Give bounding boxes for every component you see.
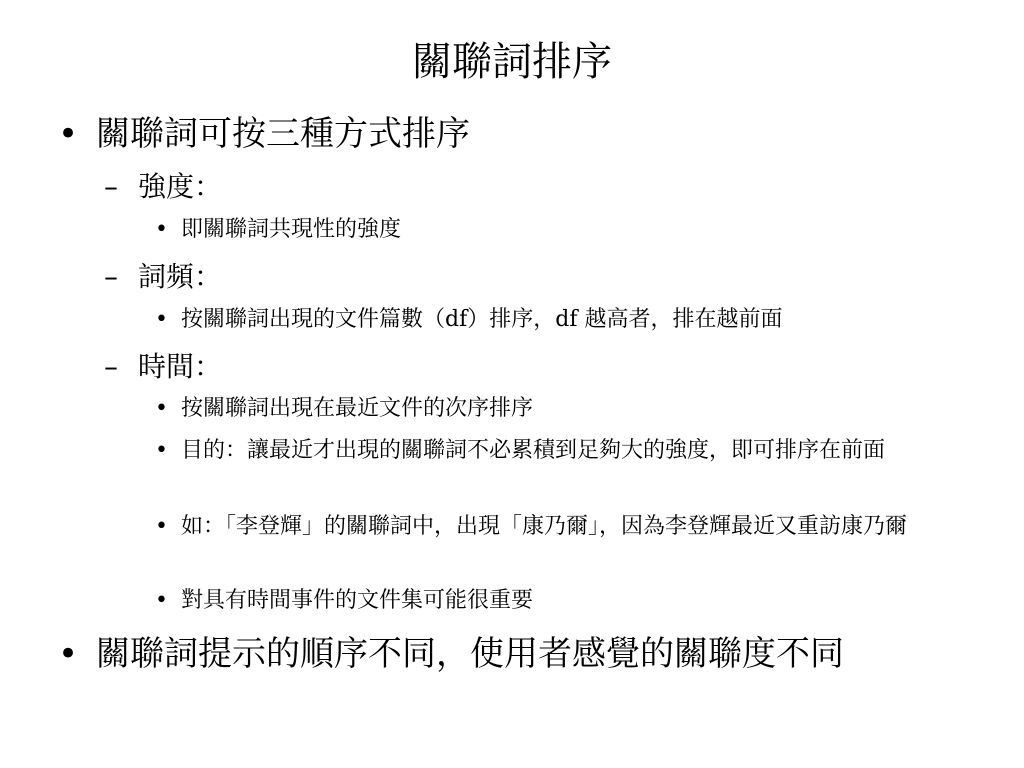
dash-marker: – (104, 170, 118, 203)
sub-bullet-item (104, 348, 222, 386)
bullet-dot: • (155, 396, 168, 421)
bullet-dot: • (155, 438, 168, 463)
dash-marker: – (104, 260, 118, 293)
bullet-dot: • (155, 217, 168, 242)
sub-sub-bullet-item (155, 215, 991, 245)
sub-sub-bullet-item (155, 512, 991, 542)
df-term: df (445, 307, 468, 332)
sub-bullet-text: 時間： (138, 350, 223, 383)
sub-sub-bullet-text: 即關聯詞共現性的強度 (181, 217, 402, 242)
sub-bullet-text: 詞頻： (138, 260, 223, 293)
sub-sub-bullet-item (155, 586, 991, 616)
text-segment: 按關聯詞出現的文件篇數（ (181, 307, 446, 332)
bullet-dot: • (58, 114, 79, 154)
bullet-text: 關聯詞提示的順序不同，使用者感覺的關聯度不同 (96, 634, 844, 674)
sub-sub-bullet-text (181, 305, 991, 335)
sub-bullet-item (104, 258, 222, 296)
bullet-dot: • (58, 634, 79, 674)
sub-bullet-text: 強度： (138, 170, 223, 203)
sub-bullet-item (104, 168, 222, 206)
sub-sub-bullet-text: 按關聯詞出現在最近文件的次序排序 (181, 396, 534, 421)
sub-sub-bullet-item (155, 436, 991, 466)
text-segment: 越高者，排在越前面 (577, 307, 783, 332)
sub-sub-bullet-item (155, 394, 991, 424)
bullet-dot: • (155, 307, 168, 332)
sub-sub-bullet-text: 目的：讓最近才出現的關聯詞不必累積到足夠大的強度，即可排序在前面 (181, 438, 886, 463)
sub-sub-bullet-text: 如：「李登輝」的關聯詞中，出現「康乃爾」，因為李登輝最近又重訪康乃爾 (181, 514, 908, 539)
bullet-dot: • (155, 514, 168, 539)
bullet-dot: • (155, 588, 168, 613)
dash-marker: – (104, 350, 118, 383)
bullet-item (58, 112, 470, 156)
text-segment: ）排序， (467, 307, 556, 332)
bullet-item (58, 632, 844, 676)
sub-sub-bullet-item (155, 305, 991, 335)
bullet-text: 關聯詞可按三種方式排序 (96, 114, 470, 154)
sub-sub-bullet-text: 對具有時間事件的文件集可能很重要 (181, 588, 534, 613)
df-term: df (555, 307, 578, 332)
slide-title: 關聯詞排序 (412, 39, 612, 85)
